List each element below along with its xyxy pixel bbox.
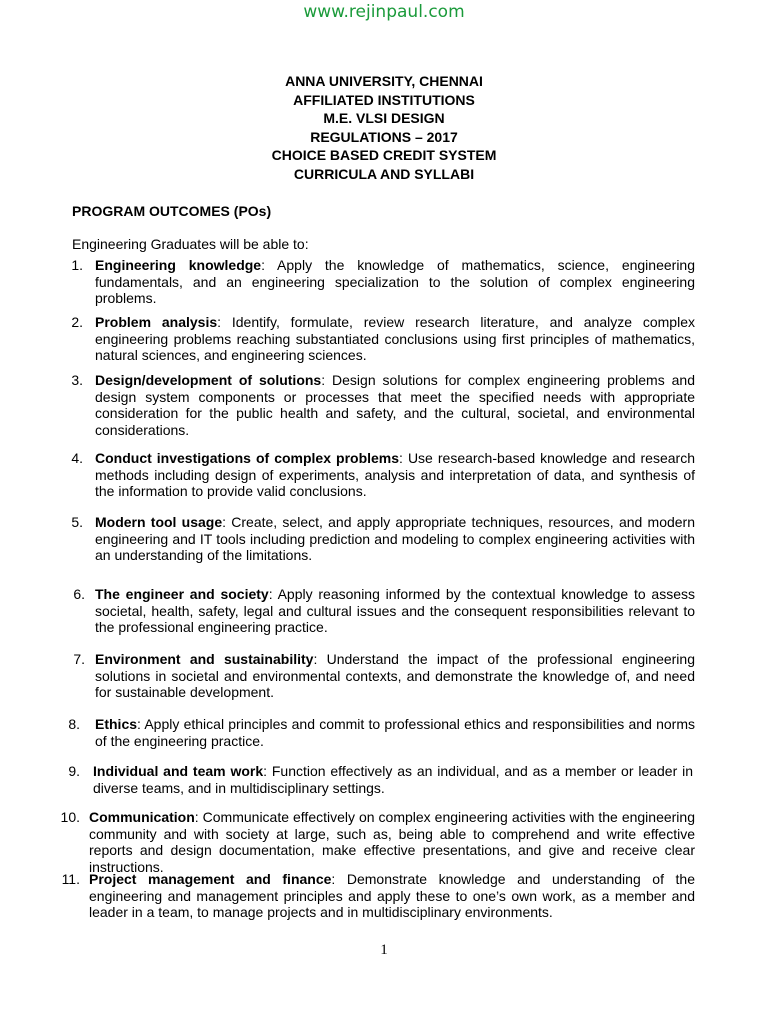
outcome-title: Individual and team work	[93, 763, 264, 779]
outcome-number: 10.	[60, 809, 80, 825]
outcome-title: Communication	[89, 809, 195, 825]
outcome-text	[89, 871, 695, 921]
outcome-number: 11.	[61, 871, 80, 887]
outcome-number: 1.	[71, 257, 83, 273]
outcome-description: : Apply ethical principles and commit to professional ethics and responsibilities and norms of the engineering practice.	[95, 716, 695, 749]
outcome-text	[95, 514, 695, 564]
outcome-title: Ethics	[95, 716, 138, 732]
outcome-text	[95, 586, 695, 636]
section-title: PROGRAM OUTCOMES (POs)	[72, 203, 272, 219]
outcome-description: : Identify, formulate, review research literature, and analyze complex engineering problems reaching substantiated conclusions using first principles of mathematics, natural sciences, and engineering sciences.	[95, 314, 695, 364]
outcome-number: 4.	[71, 450, 83, 466]
outcome-title: Engineering knowledge	[95, 257, 262, 273]
outcome-text	[95, 257, 695, 307]
outcome-title: Environment and sustainability	[95, 651, 314, 667]
header-institutions: AFFILIATED INSTITUTIONS	[293, 91, 475, 108]
header-curricula: CURRICULA AND SYLLABI	[293, 165, 475, 182]
outcome-number: 6.	[73, 586, 85, 602]
outcome-description: : Understand the impact of the professional engineering solutions in societal and environmental contexts, and demonstrate the knowledge of, and need for sustainable development.	[95, 651, 695, 701]
outcome-number: 9.	[68, 763, 80, 779]
outcome-title: Problem analysis	[95, 314, 218, 330]
header-program: M.E. VLSI DESIGN	[323, 110, 445, 127]
outcome-text	[89, 809, 695, 876]
outcome-description: : Design solutions for complex engineering problems and design system components or processes that meet the specified needs with appropriate consideration for the public health and safety, and the cultural, societal, and environmental considerations.	[95, 372, 696, 439]
outcome-text	[95, 716, 695, 749]
page-number: 1	[380, 942, 388, 958]
outcome-title: Conduct investigations of complex problems	[95, 450, 400, 466]
intro-text: Engineering Graduates will be able to:	[72, 236, 309, 252]
outcome-description: : Function effectively as an individual, and as a member or leader in diverse teams, and in multidisciplinary settings.	[93, 763, 693, 796]
outcome-text	[95, 450, 695, 500]
header-university: ANNA UNIVERSITY, CHENNAI	[285, 73, 483, 89]
outcome-number: 7.	[73, 651, 85, 667]
outcome-title: Modern tool usage	[95, 514, 223, 530]
outcome-text	[95, 651, 695, 701]
document-header	[0, 72, 768, 184]
outcome-title: Design/development of solutions	[95, 372, 322, 388]
outcome-number: 5.	[71, 514, 83, 530]
outcome-description: : Use research-based knowledge and research methods including design of experiments, analysis and interpretation of data, and synthesis of the information to provide valid conclusions.	[95, 450, 695, 500]
outcome-description: : Apply the knowledge of mathematics, science, engineering fundamentals, and an engineering specialization to the solution of complex engineering problems.	[95, 257, 695, 307]
outcome-description: : Communicate effectively on complex engineering activities with the engineering community and with society at large, such as, being able to comprehend and write effective reports and design documentation, make effective presentations, and give and receive clear instructions.	[89, 809, 695, 876]
header-regulations: REGULATIONS – 2017	[310, 128, 458, 145]
outcome-text	[95, 314, 695, 364]
outcome-description: : Create, select, and apply appropriate techniques, resources, and modern engineering and IT tools including prediction and modeling to complex engineering activities with an understanding of the limitations.	[95, 514, 696, 564]
outcome-description: : Demonstrate knowledge and understanding of the engineering and management principles and apply these to one’s own work, as a member and leader in a team, to manage projects and in multidisciplinary environments.	[89, 871, 695, 921]
outcome-title: The engineer and society	[95, 586, 269, 602]
outcome-description: : Apply reasoning informed by the contextual knowledge to assess societal, health, safety, legal and cultural issues and the consequent responsibilities relevant to the professional engineering practice.	[95, 586, 695, 636]
outcome-number: 2.	[71, 314, 83, 330]
outcome-number: 3.	[71, 372, 83, 388]
watermark-url: www.rejinpaul.com	[303, 2, 465, 22]
outcome-text	[95, 372, 695, 439]
header-credit-system: CHOICE BASED CREDIT SYSTEM	[271, 147, 497, 164]
outcome-title: Project management and finance	[89, 871, 332, 887]
outcome-number: 8.	[68, 716, 80, 732]
outcome-text	[93, 763, 693, 796]
